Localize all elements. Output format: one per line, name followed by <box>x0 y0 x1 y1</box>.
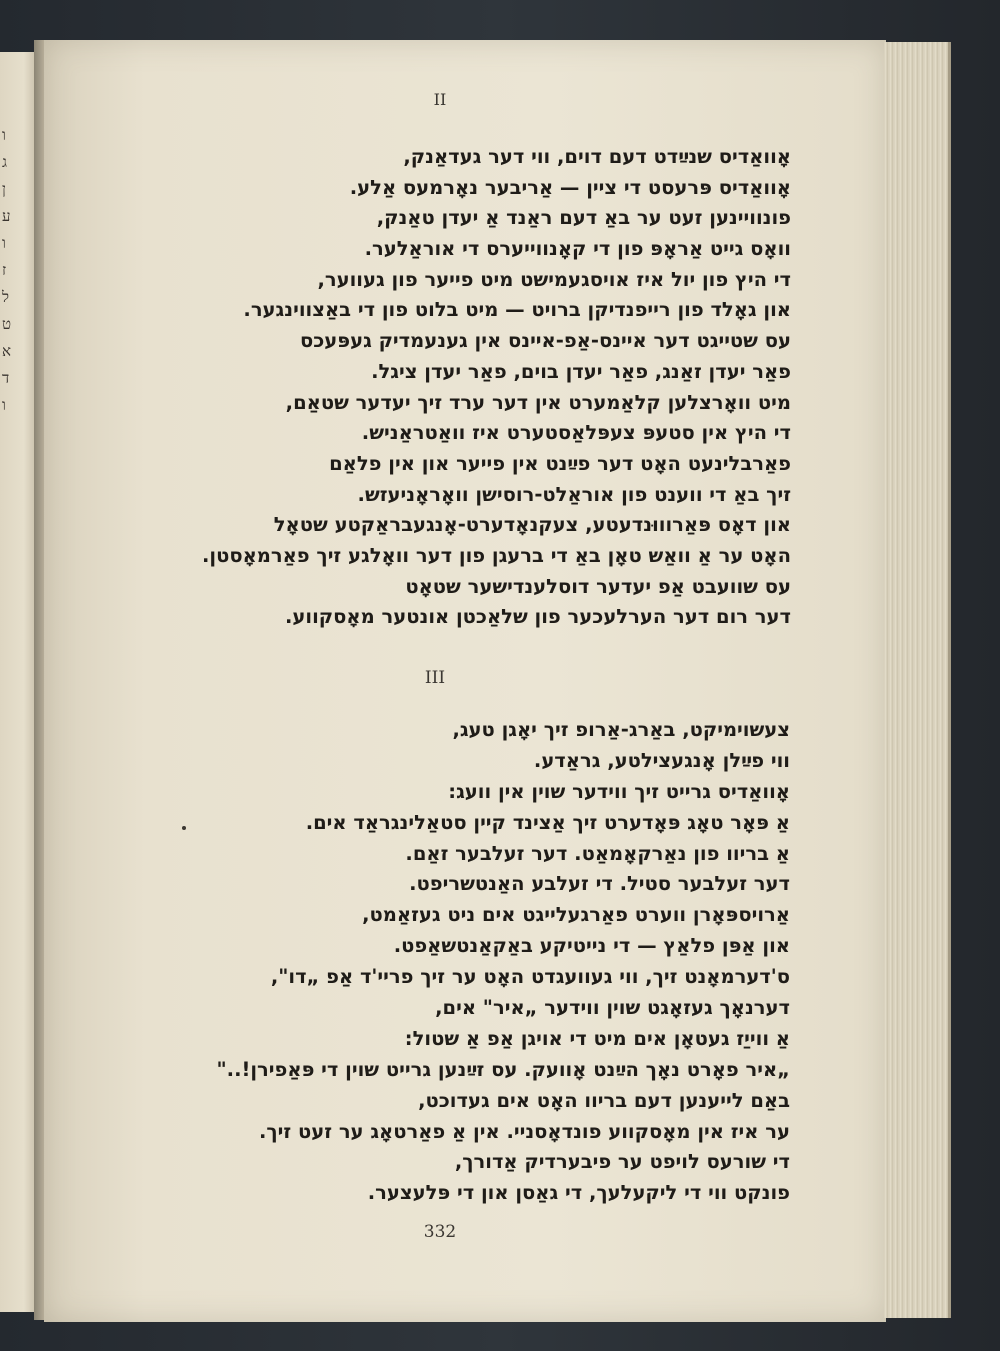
poem-line: אָוואַדיס פּרעסט די ציין — אַריבער נאָרמעס אַלע. <box>349 175 791 199</box>
poem-line: אַ פּאָר טאָג פּאָדערט זיך אַצינד קיין סטאַלינגראַד אים. <box>305 810 790 834</box>
poem-line: דער זעלבער סטיל. די זעלבע האַנטשריפט. <box>409 872 790 896</box>
page-edges <box>884 42 951 1318</box>
left-page-fragment: ל <box>2 288 10 306</box>
left-page-fragment: ן <box>2 180 6 198</box>
poem-line: פאַרבלינעט האָט דער פײַנט אין פייער און אין פלאַם <box>329 451 791 475</box>
left-page-fragment: ו <box>2 234 6 252</box>
section-header-numeral: II <box>433 90 447 109</box>
left-page-fragment: ד <box>2 369 10 387</box>
poem-line: פונקט ווי די ליקעלעך, די גאַסן און די פּלעצער. <box>367 1181 790 1205</box>
poem-line: ער איז אין מאָסקווע פונדאָסניי. אין אַ פאַרטאָג ער זעט זיך. <box>258 1119 790 1143</box>
poem-line: אַ בריוו פון נאַרקאָמאַט. דער זעלבער זאַם. <box>405 841 790 865</box>
left-page-fragment: א <box>2 342 12 360</box>
section-numeral: III <box>424 668 446 688</box>
poem-line: און דאָס פּאַרוווּנדעטע, צעקנאָדערט-אָנגעבראַקטע שטאָל <box>273 513 791 537</box>
ink-speck <box>182 826 186 830</box>
poem-line: פונוויינען זעט ער באַ דעם ראַנד אַ יעדן טאַנק, <box>376 206 791 230</box>
left-page-edge <box>0 52 36 1312</box>
page-number: 332 <box>423 1222 457 1242</box>
poem-stanza-2 <box>71 142 791 633</box>
poem-line: די היץ אין סטעפּ צעפּלאַסטערט איז וואַטראַניש. <box>361 421 791 445</box>
poem-line: „איר פאָרט נאָך הײַנט אָוועק. עס זײַנען גרייט שוין די פּאַפירן!.." <box>216 1057 790 1081</box>
poem-line: און גאָלד פון רייפנדיקן ברויט — מיט בלוט פון די באַצווינגער. <box>243 298 791 322</box>
poem-line: דער רום דער הערלעכער פון שלאַכטן אונטער מאָסקווע. <box>285 605 791 629</box>
left-page-fragment: ז <box>2 261 7 279</box>
poem-line: אַרויספּאָרן ווערט פאַרגעלייגט אים ניט געזאַמט, <box>362 903 790 927</box>
left-page-fragment: ו <box>2 396 6 414</box>
left-page-fragment: ג <box>2 153 7 171</box>
poem-line: עס שוועבט אַפ יעדער דוסלענדישער שטאָט <box>405 574 791 598</box>
left-page-fragment: ט <box>2 315 12 333</box>
poem-line: האָט ער אַ וואַש טאָן באַ די ברעגן פון דער וואָלגע זיך פאַרמאָסטן. <box>201 543 791 567</box>
poem-line: זיך באַ די ווענט פון אוראַלט-רוסישן וואָראָניעזש. <box>357 482 791 506</box>
poem-line: דערנאָך געזאָגט שוין ווידער „איר" אים, <box>435 996 790 1020</box>
poem-line: אָוואַדיס גרייט זיך ווידער שוין אין וועג: <box>448 779 790 803</box>
poem-line: באַם לייענען דעם בריוו האָט אים געדוכט, <box>418 1088 790 1112</box>
poem-line: פאַר יעדן זאַנג, פאַר יעדן בוים, פאַר יעדן ציגל. <box>371 359 791 383</box>
poem-line: אָוואַדיס שנײַדט דעם דוים, ווי דער געדאַנק, <box>403 145 791 168</box>
left-page-fragment: ו <box>2 126 6 144</box>
poem-line: ס'דערמאָנט זיך, ווי געוועגדט האָט ער זיך פריי'ד אַפ „דו", <box>270 965 790 989</box>
poem-line: די שורעס לויפט ער פיבערדיק אַדורך, <box>454 1150 790 1174</box>
poem-stanza-3 <box>70 715 790 1209</box>
poem-line: און אַפּן פלאַץ — די נייטיקע באַקאַנטשאַפט. <box>393 934 790 958</box>
poem-line: וואָס גייט אַראָפּ פון די קאָנווייערס די אוראַלער. <box>364 237 791 261</box>
poem-line: עס שטייגט דער איינס-אַפ-איינס אין גענעמדיק געפּעכס <box>299 329 791 353</box>
poem-line: די היץ פון יול איז אויסגעמישט מיט פייער פון געווער, <box>317 267 791 291</box>
poem-line: אַ ווייַז געטאָן אים מיט די אויגן אַפ אַ שטול: <box>404 1026 790 1050</box>
poem-line: צעשוימיקט, באַרג-אַרופ זיך יאָגן טעג, <box>452 718 790 741</box>
poem-line: מיט וואָרצלען קלאַמערט אין דער ערד זיך יעדער שטאַם, <box>285 390 791 414</box>
left-page-text-fragments <box>2 122 30 419</box>
poem-line: ווי פײַלן אָנגעצילטע, גראַדע. <box>533 748 790 772</box>
left-page-fragment: ע <box>2 207 11 225</box>
